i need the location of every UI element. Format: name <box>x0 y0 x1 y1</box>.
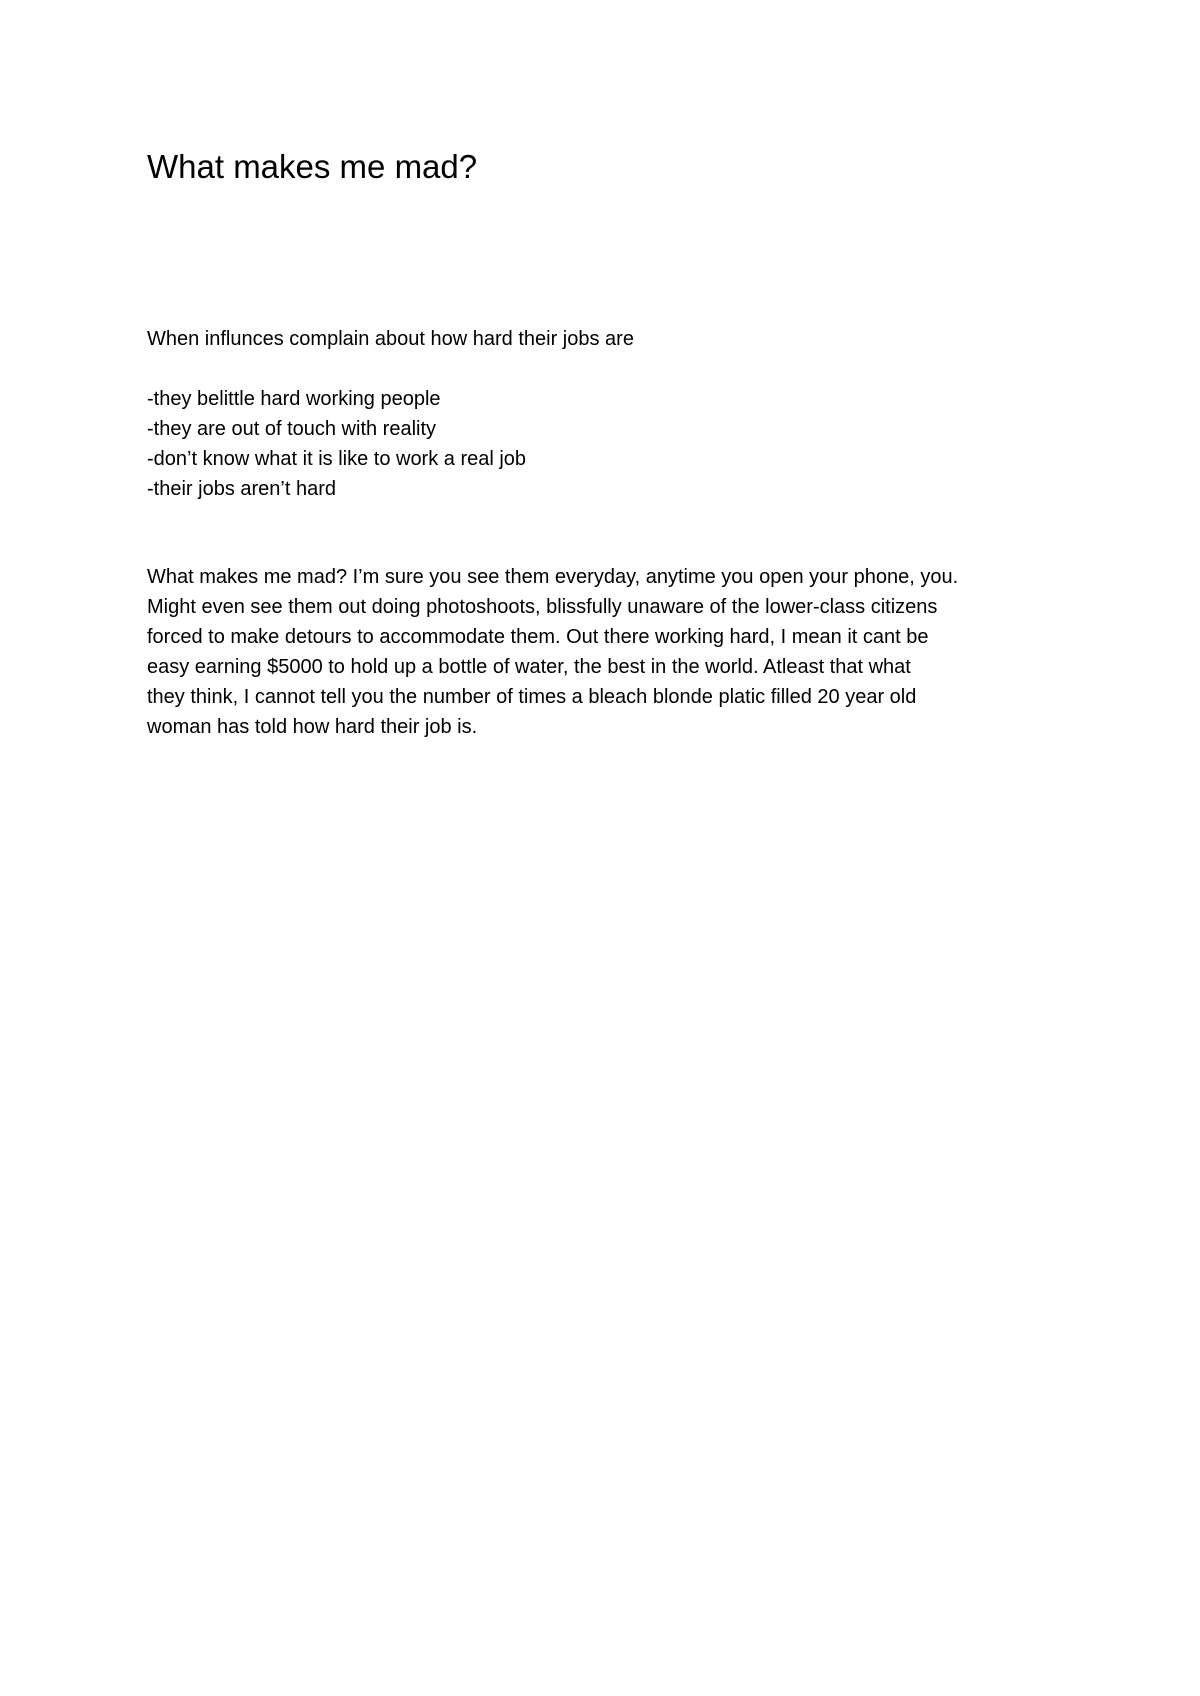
paragraph-line: they think, I cannot tell you the number of times a bleach blonde platic filled 20 year old <box>147 686 917 708</box>
intro-line: When influnces complain about how hard their jobs are <box>147 328 634 350</box>
paragraph-line: woman has told how hard their job is. <box>147 716 478 738</box>
bullet-list <box>147 384 526 504</box>
page-title: What makes me mad? <box>147 148 478 185</box>
list-item: -they are out of touch with reality <box>147 418 437 440</box>
paragraph-line: What makes me mad? I’m sure you see them everyday, anytime you open your phone, you. <box>147 566 959 588</box>
paragraph-line: forced to make detours to accommodate them. Out there working hard, I mean it cant be <box>147 626 929 648</box>
list-item: -they belittle hard working people <box>147 388 441 410</box>
paragraph-line: easy earning $5000 to hold up a bottle of water, the best in the world. Atleast that what <box>147 656 911 678</box>
paragraph-line: Might even see them out doing photoshoots, blissfully unaware of the lower-class citizens <box>147 596 938 618</box>
list-item: -their jobs aren’t hard <box>147 478 336 500</box>
list-item: -don’t know what it is like to work a real job <box>147 448 527 470</box>
body-paragraph <box>147 562 958 742</box>
